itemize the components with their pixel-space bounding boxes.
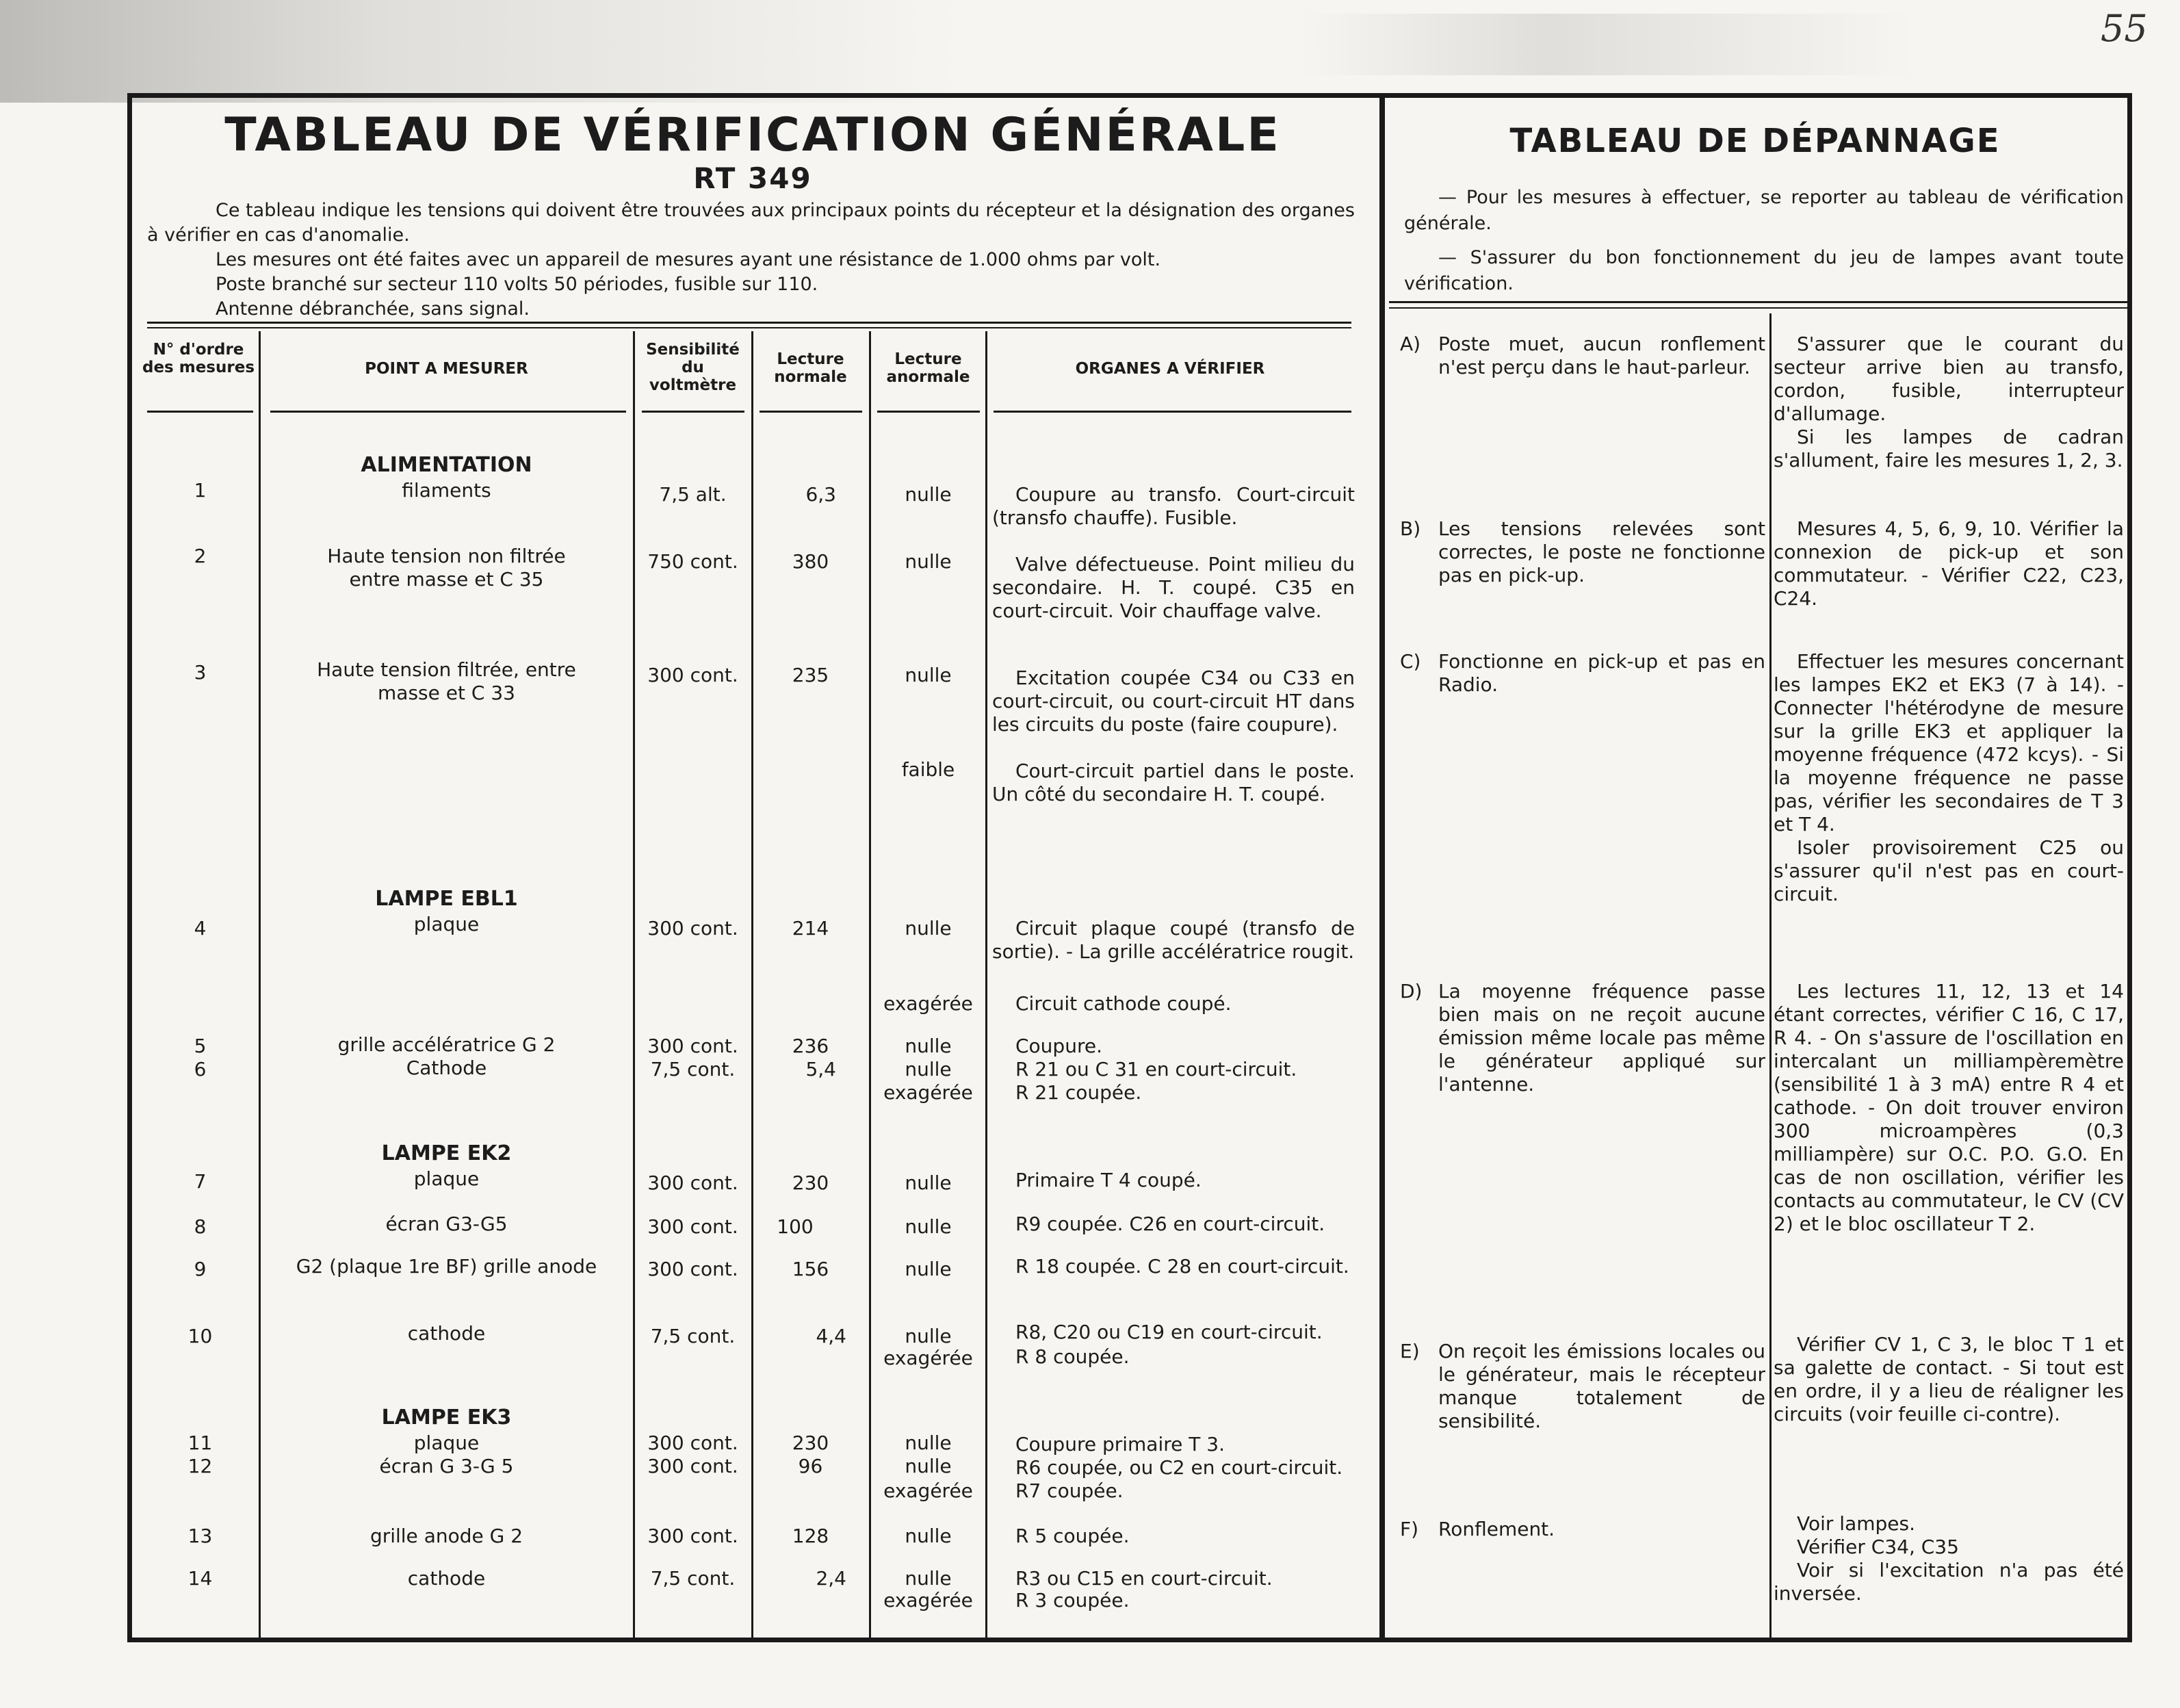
organ-text: Valve défectueuse. Point milieu du secondaire. H. T. coupé. C35 en court-circuit. Voir chauffage valve. <box>992 553 1355 622</box>
column-line <box>751 331 753 1640</box>
row-abnormal: nulle <box>905 1432 952 1454</box>
row-normal: 156 <box>792 1258 829 1280</box>
row-sens: 7,5 cont. <box>650 1058 736 1081</box>
symptom-text: Fonctionne en pick-up et pas en Radio. <box>1438 650 1765 696</box>
organ-text: Excitation coupée C34 ou C33 en court-circuit, ou court-circuit HT dans les circuits du poste (faire coupure). <box>992 667 1355 736</box>
row-sens: 300 cont. <box>647 1172 738 1194</box>
row-organs <box>992 1169 1355 1192</box>
section-ek3: LAMPE EK3 <box>381 1406 512 1429</box>
row-abnormal: nulle <box>905 550 952 573</box>
rule <box>270 411 626 413</box>
row-normal: 100 <box>777 1215 814 1238</box>
row-organs <box>992 483 1355 530</box>
row-num: 4 <box>194 917 207 940</box>
organ-text: Coupure primaire T 3. <box>1015 1433 1225 1455</box>
row-sens: 300 cont. <box>647 1215 738 1238</box>
symptom-text: Ronflement. <box>1438 1518 1555 1540</box>
column-divider <box>1379 98 1385 1638</box>
column-line <box>633 331 635 1640</box>
symptom-text: On reçoit les émissions locales ou le générateur, mais le récepteur manque totalement de sensibilité. <box>1438 1340 1765 1432</box>
row-organs <box>992 1567 1355 1590</box>
row-point: écran G 3-G 5 <box>379 1455 514 1477</box>
row-point: plaque <box>413 1432 480 1454</box>
row-abnormal: nulle <box>905 1325 952 1347</box>
row-organs <box>992 1479 1355 1503</box>
intro-line: Poste branché sur secteur 110 volts 50 périodes, fusible sur 110. <box>216 274 818 295</box>
row-sens: 7,5 cont. <box>650 1567 736 1590</box>
action-text: Vérifier C34, C35 <box>1797 1536 1959 1558</box>
row-organs <box>992 1058 1355 1081</box>
organ-text: R 8 coupée. <box>1015 1345 1130 1368</box>
row-sens: 300 cont. <box>647 1035 738 1057</box>
item-symptom <box>1438 650 1765 697</box>
rule <box>147 322 1351 324</box>
row-sens: 7,5 cont. <box>650 1325 736 1347</box>
row-point: plaque <box>413 913 480 935</box>
row-sens: 300 cont. <box>647 1432 738 1454</box>
item-action <box>1774 517 2124 610</box>
row-abnormal: nulle <box>905 1455 952 1477</box>
item-letter: B) <box>1400 517 1421 540</box>
row-num: 3 <box>194 661 207 684</box>
row-point: cathode <box>407 1322 486 1345</box>
row-point: filaments <box>402 479 491 502</box>
row-abnormal: nulle <box>905 1525 952 1547</box>
row-normal: 230 <box>792 1172 829 1194</box>
row-abnormal: exagérée <box>883 1479 973 1502</box>
column-line <box>259 331 261 1640</box>
row-normal: 96 <box>798 1455 823 1477</box>
row-num: 8 <box>194 1215 207 1238</box>
row-abnormal: exagérée <box>883 1589 973 1612</box>
row-abnormal: nulle <box>905 1567 952 1590</box>
intro-line: — S'assurer du bon fonctionnement du jeu de lampes avant toute vérification. <box>1404 247 2124 294</box>
item-action <box>1774 333 2124 472</box>
row-abnormal: nulle <box>905 1172 952 1194</box>
row-normal: 236 <box>792 1035 829 1057</box>
item-symptom <box>1438 1340 1765 1433</box>
row-abnormal: nulle <box>905 483 952 506</box>
verification-title: TABLEAU DE VÉRIFICATION GÉNÉRALE <box>224 108 1281 162</box>
organ-text: R 3 coupée. <box>1015 1589 1130 1612</box>
row-sens: 300 cont. <box>647 664 738 686</box>
column-line <box>869 331 871 1640</box>
row-num: 13 <box>187 1525 213 1547</box>
row-organs <box>992 1035 1355 1058</box>
row-organs <box>992 1081 1355 1104</box>
rule <box>877 411 980 413</box>
row-abnormal: nulle <box>905 1035 952 1057</box>
depannage-intro <box>1404 185 2124 305</box>
row-point: grille accélératrice G 2 <box>337 1033 556 1056</box>
row-num: 6 <box>194 1058 207 1081</box>
action-text: Effectuer les mesures concernant les lampes EK2 et EK3 (7 à 14). - Connecter l'hétérodyne de mesure sur la grille EK3 et appliquer la moyenne fréquence (472 kcys). - Si la moyenne fréquence ne passe pas, vérifier les secondaires de T 3 et T 4. <box>1774 650 2124 836</box>
row-point: G2 (plaque 1re BF) grille anode <box>296 1255 597 1278</box>
item-symptom <box>1438 517 1765 587</box>
verification-intro <box>147 198 1355 322</box>
organ-text: R 5 coupée. <box>1015 1525 1130 1547</box>
column-line <box>1769 313 1772 1638</box>
action-text: Les lectures 11, 12, 13 et 14 étant correctes, vérifier C 16, C 17, R 4. - On s'assure de l'oscillation en intercalant un milliampèremètre (sensibilité 1 à 3 mA) entre R 4 et cathode. - On doit trouver environ 300 microampères (0,3 milliampère) sur O.C. P.O. G.O. En cas de non oscillation, vérifier les contacts au commutateur, le CV (CV 2) et le bloc oscillateur T 2. <box>1774 980 2124 1235</box>
item-letter: A) <box>1400 333 1421 355</box>
action-text: Mesures 4, 5, 6, 9, 10. Vérifier la connexion de pick-up et son commutateur. - Vérifier C22, C23, C24. <box>1774 517 2124 610</box>
row-organs <box>992 992 1355 1015</box>
row-normal: 5,4 <box>805 1058 836 1081</box>
row-sens: 300 cont. <box>647 917 738 940</box>
item-symptom <box>1438 980 1765 1096</box>
symptom-text: La moyenne fréquence passe bien mais on ne reçoit aucune émission même locale pas même le générateur appliqué sur l'antenne. <box>1438 980 1765 1096</box>
row-sens: 300 cont. <box>647 1258 738 1280</box>
organ-text: Primaire T 4 coupé. <box>1015 1169 1202 1191</box>
row-organs <box>992 1433 1355 1456</box>
organ-text: Coupure. <box>1015 1035 1102 1057</box>
row-num: 1 <box>194 479 207 502</box>
row-num: 12 <box>187 1455 213 1477</box>
item-letter: F) <box>1400 1518 1419 1540</box>
row-abnormal: nulle <box>905 664 952 686</box>
item-action <box>1774 650 2124 906</box>
row-abnormal: nulle <box>905 1258 952 1280</box>
row-organs <box>992 553 1355 623</box>
section-alimentation: ALIMENTATION <box>361 453 532 477</box>
row-abnormal: exagérée <box>883 1081 973 1104</box>
row-abnormal: faible <box>901 758 955 781</box>
model-number: RT 349 <box>693 161 812 195</box>
scan-artifact <box>0 0 958 103</box>
row-point: cathode <box>407 1567 486 1590</box>
scan-artifact <box>1300 14 1916 75</box>
rule <box>642 411 744 413</box>
row-num: 10 <box>187 1325 213 1347</box>
row-point: Cathode <box>406 1057 487 1079</box>
row-organs <box>992 1589 1355 1612</box>
row-normal: 230 <box>792 1432 829 1454</box>
row-organs <box>992 917 1355 963</box>
action-text: Isoler provisoirement C25 ou s'assurer qu'il n'est pas en court-circuit. <box>1774 836 2124 905</box>
organ-text: Court-circuit partiel dans le poste. Un côté du secondaire H. T. coupé. <box>992 760 1355 805</box>
row-organs <box>992 1345 1355 1369</box>
header-sensitivity: Sensibilité du voltmètre <box>646 341 740 394</box>
row-sens: 7,5 alt. <box>659 483 727 506</box>
row-num: 7 <box>194 1170 207 1193</box>
item-symptom <box>1438 1518 1765 1541</box>
row-normal: 128 <box>792 1525 829 1547</box>
intro-line: Ce tableau indique les tensions qui doivent être trouvées aux principaux points du récepteur et la désignation des organes à vérifier en cas d'anomalie. <box>147 200 1355 246</box>
item-letter: D) <box>1400 980 1423 1002</box>
organ-text: Circuit cathode coupé. <box>1015 992 1232 1015</box>
item-letter: C) <box>1400 650 1421 673</box>
row-normal: 4,4 <box>816 1325 846 1347</box>
item-action <box>1774 1333 2124 1426</box>
action-text: Vérifier CV 1, C 3, le bloc T 1 et sa galette de contact. - Si tout est en ordre, il y a lieu de réaligner les circuits (voir feuille ci-contre). <box>1774 1333 2124 1425</box>
row-num: 11 <box>187 1432 213 1454</box>
row-point: Haute tension filtrée, entre masse et C 33 <box>317 658 576 704</box>
row-normal: 235 <box>792 664 829 686</box>
row-num: 9 <box>194 1258 207 1280</box>
organ-text: Circuit plaque coupé (transfo de sortie). - La grille accélératrice rougit. <box>992 917 1355 963</box>
symptom-text: Les tensions relevées sont correctes, le poste ne fonctionne pas en pick-up. <box>1438 517 1765 586</box>
organ-text: Coupure au transfo. Court-circuit (transfo chauffe). Fusible. <box>992 483 1355 529</box>
action-text: Voir si l'excitation n'a pas été inversée. <box>1774 1559 2124 1605</box>
header-normal: Lecture normale <box>774 350 847 386</box>
section-ebl1: LAMPE EBL1 <box>375 887 518 911</box>
row-organs <box>992 1213 1355 1236</box>
header-abnormal: Lecture anormale <box>886 350 970 386</box>
row-sens: 300 cont. <box>647 1455 738 1477</box>
organ-text: R 18 coupée. C 28 en court-circuit. <box>1015 1255 1349 1278</box>
header-order: N° d'ordre des mesures <box>142 341 255 376</box>
rule <box>147 411 253 413</box>
row-num: 2 <box>194 545 207 567</box>
row-num: 14 <box>187 1567 213 1590</box>
action-text: S'assurer que le courant du secteur arrive bien au transfo, cordon, fusible, interrupteur d'allumage. <box>1774 333 2124 425</box>
row-organs <box>992 1525 1355 1548</box>
intro-line: — Pour les mesures à effectuer, se reporter au tableau de vérification générale. <box>1404 187 2124 234</box>
organ-text: R9 coupée. C26 en court-circuit. <box>1015 1213 1325 1235</box>
row-num: 5 <box>194 1035 207 1057</box>
row-normal: 6,3 <box>805 483 836 506</box>
header-point: POINT A MESURER <box>365 360 528 378</box>
rule <box>760 411 862 413</box>
rule <box>994 411 1351 413</box>
rule <box>1389 307 2131 309</box>
column-line <box>985 331 987 1640</box>
page-number: 55 <box>2101 7 2148 50</box>
organ-text: R7 coupée. <box>1015 1479 1124 1502</box>
section-ek2: LAMPE EK2 <box>381 1141 512 1165</box>
row-organs <box>992 1456 1355 1479</box>
action-text: Si les lampes de cadran s'allument, faire les mesures 1, 2, 3. <box>1774 426 2124 471</box>
item-symptom <box>1438 333 1765 379</box>
row-organs <box>992 667 1355 736</box>
organ-text: R3 ou C15 en court-circuit. <box>1015 1567 1273 1590</box>
row-abnormal: nulle <box>905 1215 952 1238</box>
depannage-title: TABLEAU DE DÉPANNAGE <box>1509 122 2001 160</box>
symptom-text: Poste muet, aucun ronflement n'est perçu dans le haut-parleur. <box>1438 333 1765 378</box>
intro-line: Antenne débranchée, sans signal. <box>216 298 530 320</box>
row-point: Haute tension non filtrée entre masse et C 35 <box>327 545 566 591</box>
row-abnormal: nulle <box>905 917 952 940</box>
row-abnormal: exagérée <box>883 992 973 1015</box>
organ-text: R8, C20 ou C19 en court-circuit. <box>1015 1321 1323 1343</box>
organ-text: R 21 coupée. <box>1015 1081 1142 1104</box>
item-action <box>1774 980 2124 1236</box>
row-abnormal: exagérée <box>883 1347 973 1369</box>
item-letter: E) <box>1400 1340 1420 1362</box>
action-text: Voir lampes. <box>1797 1512 1916 1535</box>
item-action <box>1774 1512 2124 1605</box>
row-normal: 380 <box>792 550 829 573</box>
row-abnormal: nulle <box>905 1058 952 1081</box>
row-organs <box>992 1255 1355 1278</box>
row-point: plaque <box>413 1167 480 1190</box>
rule <box>147 327 1351 328</box>
organ-text: R6 coupée, ou C2 en court-circuit. <box>1015 1456 1343 1479</box>
row-point: écran G3-G5 <box>385 1213 508 1235</box>
row-point: grille anode G 2 <box>369 1525 523 1547</box>
row-normal: 214 <box>792 917 829 940</box>
row-organs <box>992 1321 1355 1344</box>
row-normal: 2,4 <box>816 1567 846 1590</box>
intro-line: Les mesures ont été faites avec un appareil de mesures ayant une résistance de 1.000 ohms par volt. <box>216 249 1161 270</box>
rule <box>1389 301 2131 303</box>
header-organs: ORGANES A VÉRIFIER <box>1075 360 1265 378</box>
row-organs <box>992 760 1355 806</box>
organ-text: R 21 ou C 31 en court-circuit. <box>1015 1058 1297 1081</box>
row-sens: 300 cont. <box>647 1525 738 1547</box>
row-sens: 750 cont. <box>647 550 738 573</box>
